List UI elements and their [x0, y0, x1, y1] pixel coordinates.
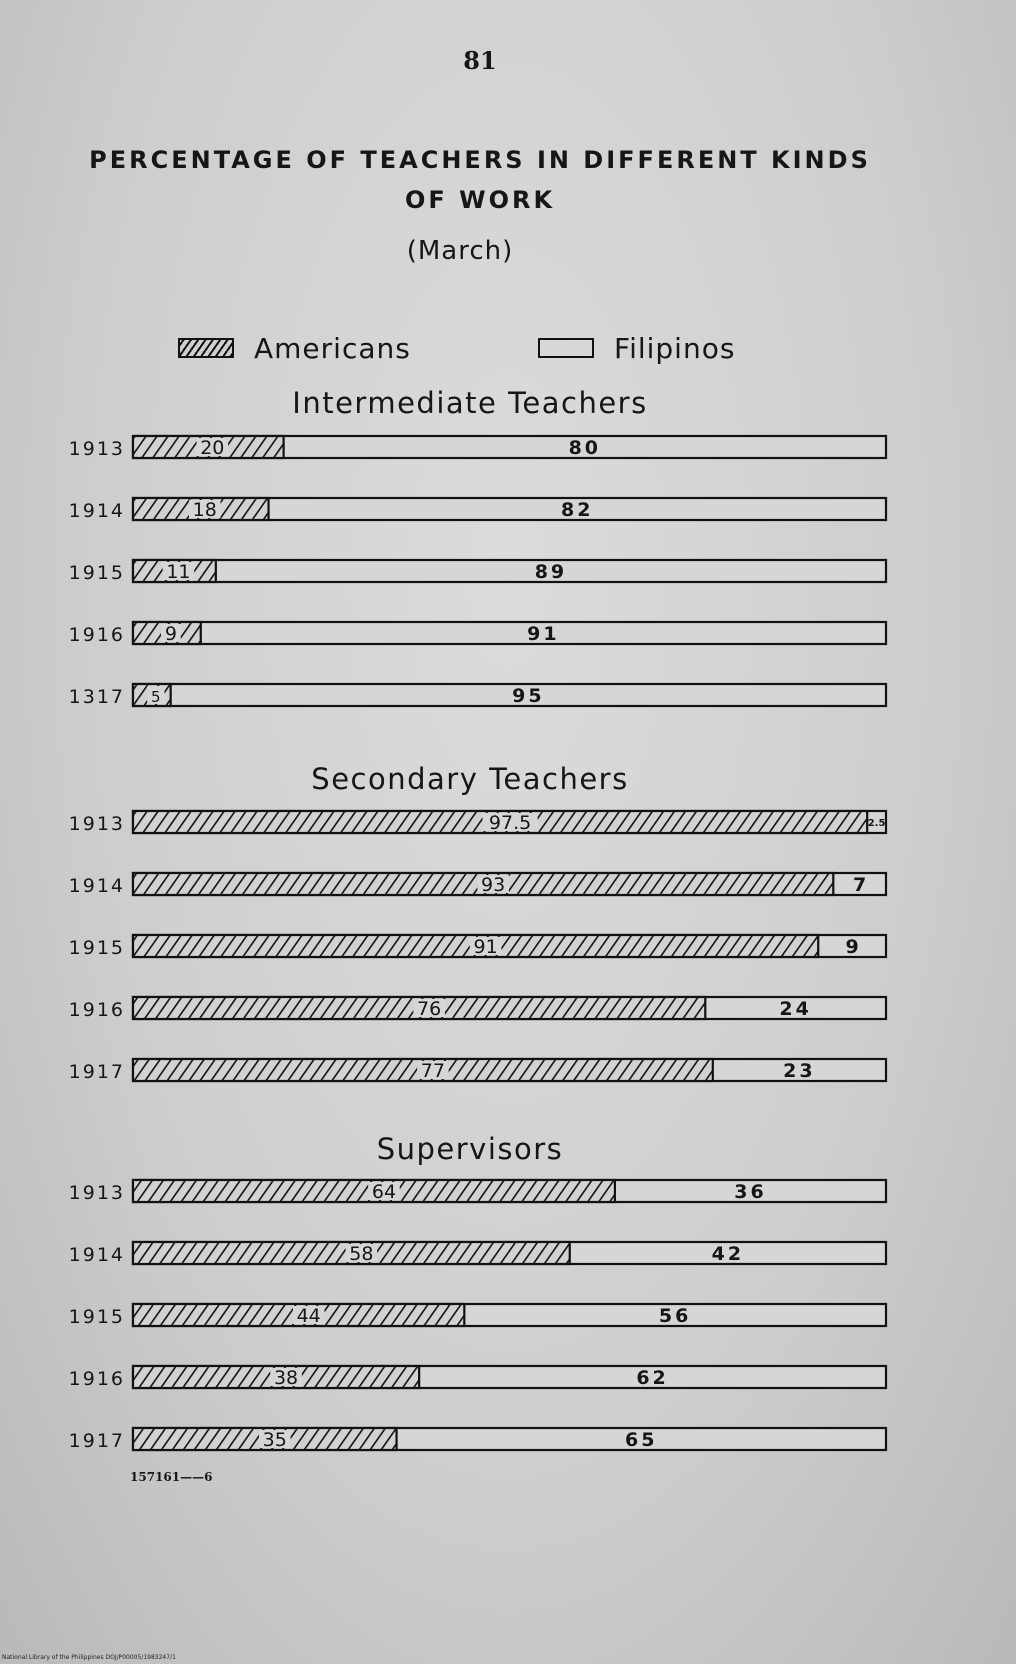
- section-title-intermediate: Intermediate Teachers: [292, 386, 648, 420]
- value-label-filipinos: 7: [853, 874, 867, 896]
- section-title-secondary: Secondary Teachers: [311, 762, 629, 796]
- page-number: 81: [463, 46, 497, 75]
- year-label: 1913: [68, 438, 125, 460]
- year-label: 1914: [68, 1244, 125, 1266]
- bar-filipinos: [133, 622, 886, 644]
- value-label-americans: 97.5: [488, 812, 532, 834]
- value-label-americans: 5: [151, 688, 161, 706]
- chart-title-line-1: PERCENTAGE OF TEACHERS IN DIFFERENT KINDS: [89, 146, 871, 174]
- year-label: 1913: [68, 1182, 125, 1204]
- value-label-filipinos: 65: [625, 1429, 658, 1451]
- value-label-filipinos: 24: [779, 998, 812, 1020]
- year-label: 1914: [68, 875, 125, 897]
- value-label-filipinos: 42: [711, 1243, 745, 1265]
- value-label-filipinos: 89: [534, 561, 568, 583]
- value-label-filipinos: 82: [561, 499, 594, 521]
- value-label-americans: 44: [296, 1305, 321, 1327]
- year-label: 1915: [68, 562, 125, 584]
- value-label-americans: 91: [473, 936, 498, 958]
- value-label-americans: 38: [273, 1367, 299, 1389]
- chart-subtitle: (March): [406, 236, 514, 266]
- value-label-americans: 18: [192, 499, 217, 521]
- value-label-filipinos: 23: [783, 1060, 816, 1082]
- year-label: 1317: [68, 686, 125, 708]
- year-label: 1917: [68, 1430, 125, 1452]
- value-label-americans: 77: [420, 1060, 445, 1082]
- value-label-americans: 64: [371, 1181, 397, 1203]
- year-label: 1913: [68, 813, 125, 835]
- year-label: 1916: [68, 624, 125, 646]
- value-label-filipinos: 56: [658, 1305, 692, 1327]
- archive-credit: National Library of the Philippines DOJ/P00005/1983247/1: [2, 1654, 176, 1661]
- chart-title-line-2: OF WORK: [404, 186, 556, 214]
- year-label: 1916: [68, 999, 125, 1021]
- year-label: 1917: [68, 1061, 125, 1083]
- value-label-americans: 58: [349, 1243, 374, 1265]
- value-label-filipinos: 36: [734, 1181, 767, 1203]
- value-label-filipinos: 95: [512, 685, 545, 707]
- value-label-americans: 20: [200, 437, 225, 459]
- value-label-filipinos: 91: [527, 623, 560, 645]
- bars-layer: [69, 436, 886, 1452]
- year-label: 1915: [68, 937, 125, 959]
- value-label-americans: 76: [417, 998, 442, 1020]
- value-label-filipinos: 80: [568, 437, 602, 459]
- bar-filipinos: [133, 684, 886, 706]
- footer-code: 157161——6: [130, 1470, 213, 1484]
- year-label: 1914: [68, 500, 125, 522]
- legend-label-americans: Americans: [254, 331, 411, 365]
- value-label-americans: 35: [262, 1429, 287, 1451]
- value-label-filipinos: 62: [636, 1367, 669, 1389]
- bar-filipinos: [133, 560, 886, 582]
- year-label: 1916: [68, 1368, 125, 1390]
- year-label: 1915: [68, 1306, 125, 1328]
- value-label-americans: 11: [166, 561, 191, 583]
- value-label-americans: 93: [481, 874, 506, 896]
- value-label-filipinos: 2.5: [867, 818, 886, 829]
- value-label-americans: 9: [164, 623, 177, 645]
- legend-label-filipinos: Filipinos: [614, 331, 736, 365]
- section-title-supervisors: Supervisors: [376, 1132, 564, 1166]
- value-label-filipinos: 9: [845, 936, 859, 958]
